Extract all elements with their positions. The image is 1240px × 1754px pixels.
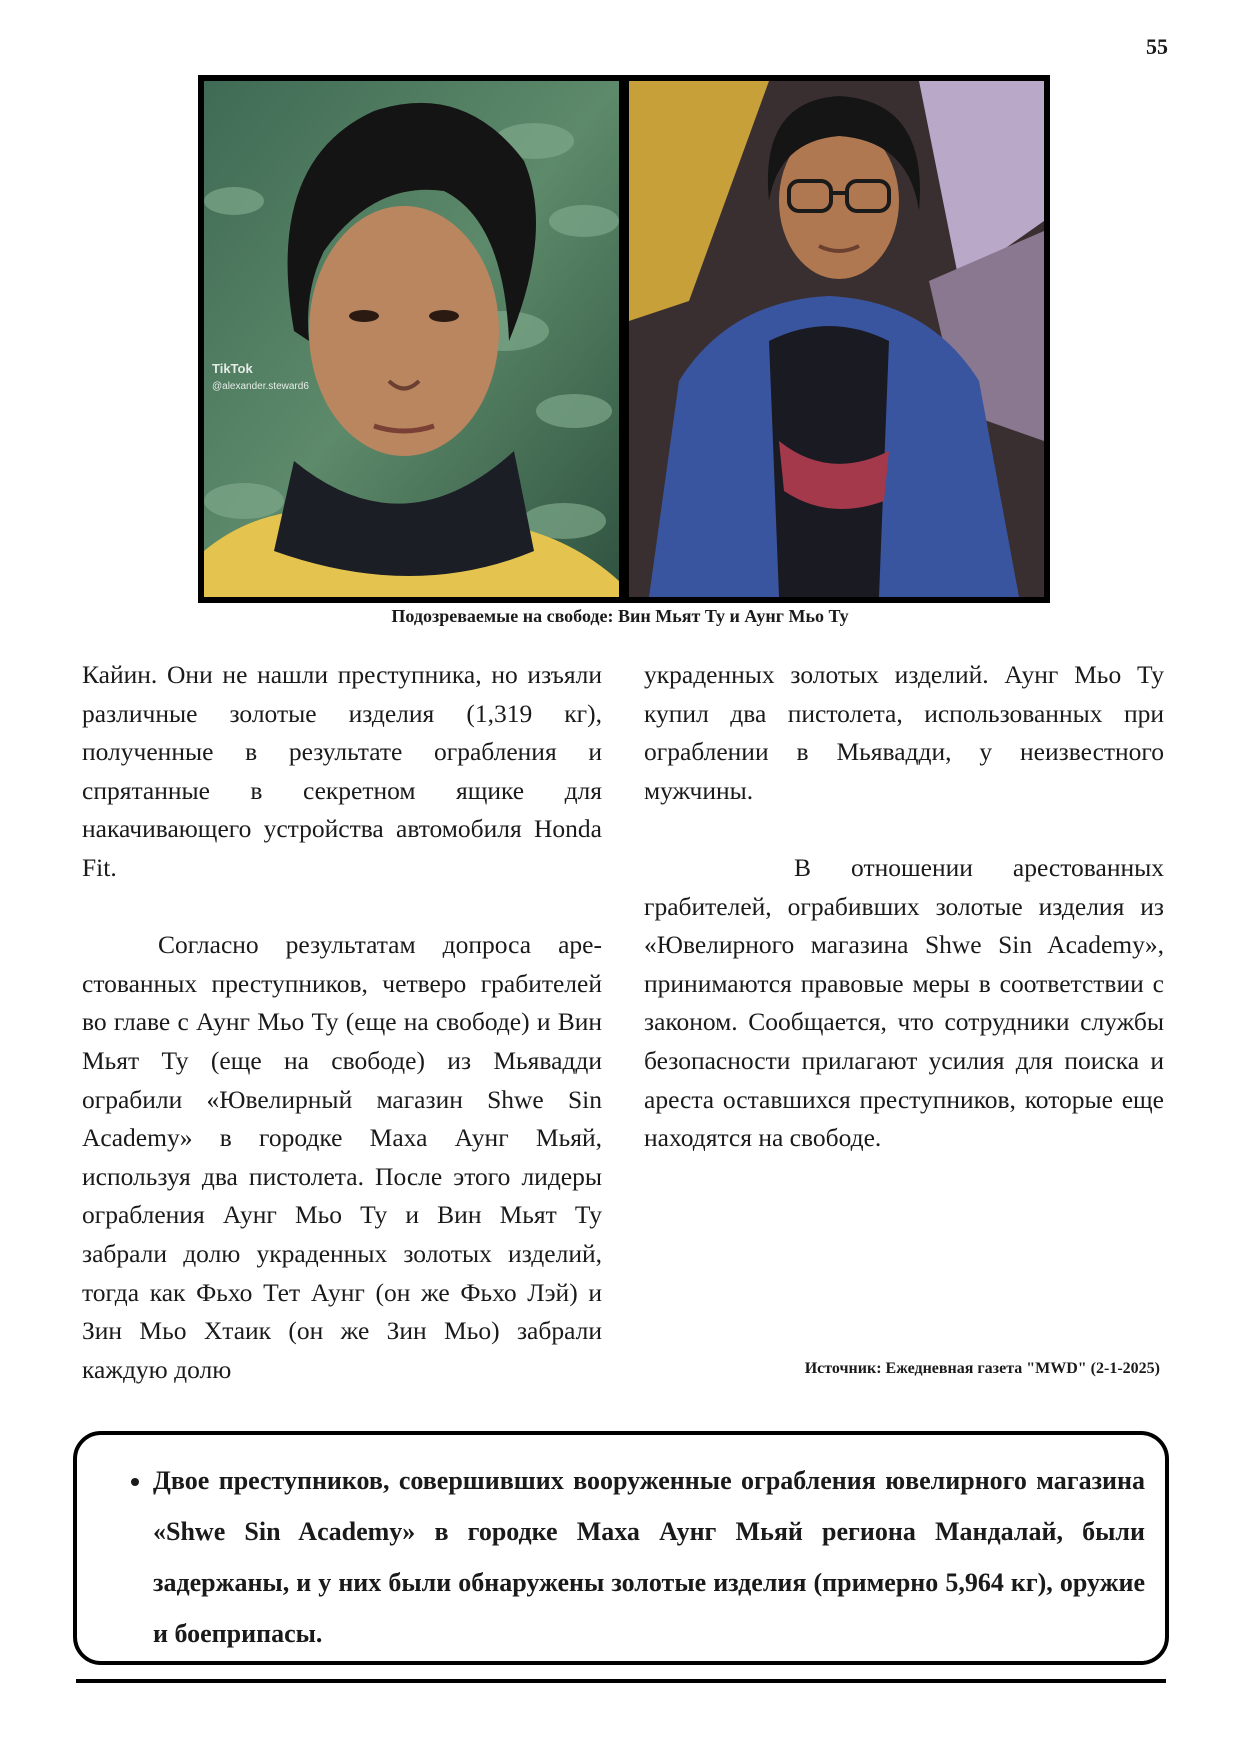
suspects-photo-frame xyxy=(198,75,1050,603)
paragraph: В отношении арестованных грабителей, ограбивших золотые изделия из «Ювелирного магазина Shwe Sin Academy», принимаются правовые меры в соответствии с законом. Сообщается, что сотрудники службы безопасности прилагают усилия для поиска и ареста оставшихся преступников, которые еще находятся на свободе. xyxy=(644,852,1164,1153)
paragraph: Согласно результатам допроса арестованных преступников, четверо грабителей во главе с Аунг Мьо Ту (еще на свободе) и Вин Мьят Ту (еще на свободе) из Мьявадди ограбили «Ювелирный магазин Shwe Sin Academy» в городке Маха Аунг Мьяй, используя два пистолета. После этого лидеры ограбления Аунг Мьо Ту и Вин Мьят Ту забрали долю украденных золотых изделий, тогда как Фьхо Тет Аунг (он же Фьхо Лэй) и Зин Мьо Хтаик (он же Зин Мьо) забрали каждую долю xyxy=(82,930,602,1384)
photo-caption: Подозреваемые на свободе: Вин Мьят Ту и Аунг Мьо Ту xyxy=(391,606,849,626)
summary-bullet: • Двое преступников, совершивших вооруженные ограбления ювелирного магазина «Shwe Sin Academy» в городке Маха Аунг Мьяй региона Мандалай, были задержаны, и у них были обнаружены золотые изделия (примерно 5,964 кг), оружие и боеприпасы. xyxy=(153,1455,1145,1659)
suspect-photo-right xyxy=(629,81,1044,597)
bottom-divider xyxy=(76,1679,1166,1683)
tiktok-watermark-handle: @alexander.steward6 xyxy=(212,381,309,392)
summary-box xyxy=(73,1431,1169,1665)
source-note: Источник: Ежедневная газета "MWD" (2-1-2025) xyxy=(804,1360,1160,1377)
page-number: 55 xyxy=(1146,34,1168,59)
article-column-right xyxy=(644,656,1164,1158)
article-column-left xyxy=(82,656,602,1389)
paragraph: украденных золотых изделий. Аунг Мьо Ту купил два пистолета, использованных при ограблении в Мьявадди, у неизвестного мужчины. xyxy=(644,660,1164,805)
suspect-photo-left xyxy=(204,81,619,597)
paragraph: Кайин. Они не нашли преступника, но изъяли различные золотые изделия (1,319 кг), полученные в результате ограбления и спрятанные в секретном ящике для накачивающего устройства автомобиля Honda Fit. xyxy=(82,660,602,882)
tiktok-watermark-brand: TikTok xyxy=(212,361,253,376)
